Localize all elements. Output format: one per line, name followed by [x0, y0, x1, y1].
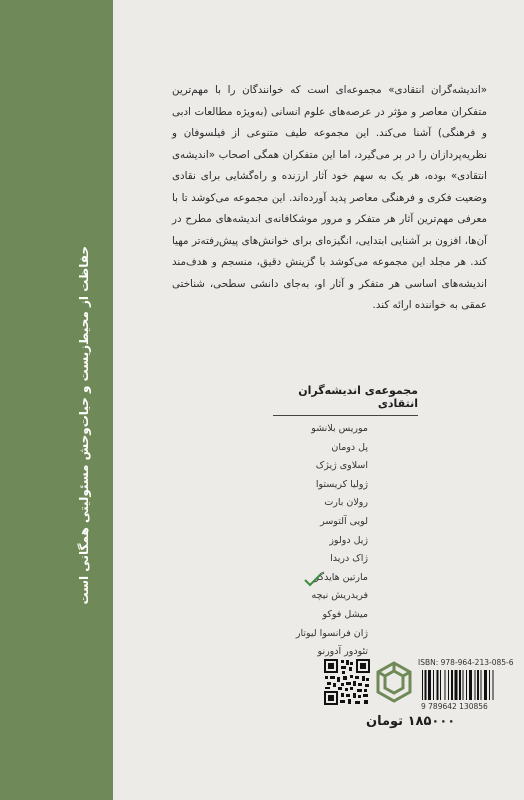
- list-item: مارتین هایدگر: [314, 571, 368, 583]
- barcode-number: 9 789642 130856: [421, 702, 488, 711]
- list-item: اسلاوی ژیژک: [315, 460, 368, 472]
- series-titles-list: [273, 420, 418, 662]
- list-item: ژاک دریدا: [330, 553, 368, 565]
- list-item: ژان فرانسوا لیوتار: [295, 627, 368, 639]
- list-item: موریس بلانشو: [311, 423, 368, 434]
- list-item: رولان بارت: [324, 497, 368, 509]
- list-item: ژولیا کریستوا: [315, 478, 368, 490]
- list-item: تئودور آدورنو: [317, 646, 368, 658]
- list-item: ژیل دولوز: [329, 534, 368, 546]
- list-item: میشل فوکو: [322, 608, 368, 620]
- book-price: ۱۸۵۰۰۰ تومان: [366, 714, 456, 729]
- isbn-text: ISBN: 978-964-213-085-6: [418, 658, 514, 667]
- list-item: پل دومان: [331, 441, 368, 453]
- series-title: مجموعه‌ی اندیشه‌گران انتقادی: [273, 384, 418, 416]
- publisher-logo-icon: [374, 659, 414, 705]
- spine-slogan: حفاظت از محیط‌زیست و حیات‌وحش مسئولیتی همگانی است: [77, 246, 91, 605]
- series-description: «اندیشه‌گران انتقادی» مجموعه‌ای است که خوانندگان را با مهم‌ترین متفکران معاصر و مؤثر در عرصه‌های علوم انسانی (به‌ویژه مطالعات ادبی و فرهنگی) آشنا می‌کند. این مجموعه طیف متنوعی از فیلسوفان و نظریه‌پردازان را در بر می‌گیرد، اما این متفکران همگی اصحاب «اندیشه‌ی انتقادی» بوده، هر یک به سهم خود آثار ارزنده و راه‌گشایی برای نقادی وضعیت فکری و فرهنگی معاصر پدید آورده‌اند. این مجموعه می‌کوشد تا با معرفی مهم‌ترین آثار هر متفکر و مرور موشکافانه‌ی اندیشه‌های مطرح در آن‌ها، افزون بر آشنایی ابتدایی، انگیزه‌ای برای خوانش‌های پیش‌رفته‌تر مهیا کند. هر مجلد این مجموعه می‌کوشد با گزینش دقیق، منسجم و هدف‌مند اندیشه‌های اساسی هر متفکر و آثار او، به‌جای دانشی سطحی، شناختی عمقی به خواننده ارائه کند.: [172, 84, 487, 312]
- check-mark-icon: [304, 573, 322, 587]
- barcode-icon: [421, 670, 517, 700]
- list-item: لویی آلتوسر: [320, 515, 368, 527]
- series-list-box: [273, 384, 418, 662]
- book-spine: [0, 0, 113, 800]
- qr-code-icon: [324, 659, 370, 705]
- list-item: فریدریش نیچه: [311, 590, 368, 602]
